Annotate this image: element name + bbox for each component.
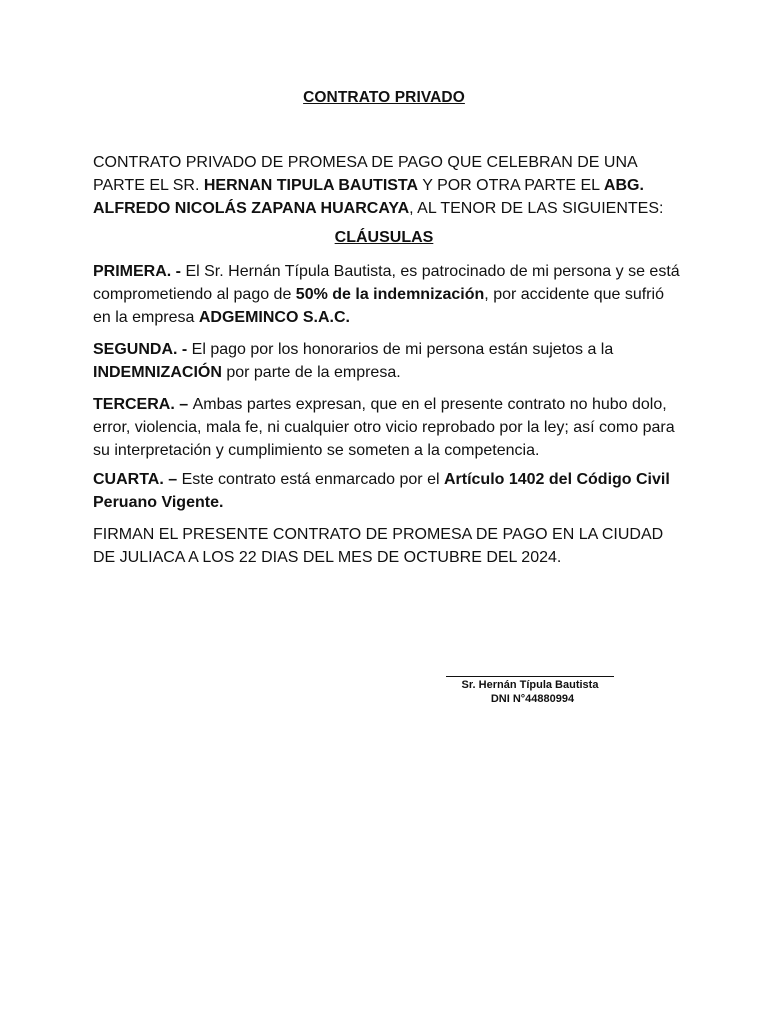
clause-bold-text: 50% de la indemnización — [295, 286, 485, 303]
intro-paragraph — [93, 151, 683, 220]
clause-label: CUARTA. – — [93, 471, 182, 488]
clausulas-heading: CLÁUSULAS — [334, 229, 434, 246]
intro-text-1: CONTRATO PRIVADO DE PROMESA DE PAGO QUE CELEBRAN DE UNA PARTE EL SR. — [93, 154, 637, 194]
party-1-name: HERNAN TIPULA BAUTISTA — [203, 177, 419, 194]
clause-text: El Sr. Hernán Típula Bautista, es patrocinado de mi persona y se está comprometiendo al pago de — [93, 263, 680, 303]
legal-reference: Artículo 1402 del Código Civil Peruano Vigente. — [93, 471, 670, 511]
clause-label: PRIMERA. - — [93, 263, 186, 280]
clause-text: El pago por los honorarios de mi persona están sujetos a la — [191, 341, 614, 358]
intro-text-3: , AL TENOR DE LAS SIGUIENTES: — [409, 200, 664, 217]
clause-label: SEGUNDA. - — [93, 341, 192, 358]
closing-paragraph: FIRMAN EL PRESENTE CONTRATO DE PROMESA DE PAGO EN LA CIUDAD DE JULIACA A LOS 22 DIAS DEL MES DE OCTUBRE DEL 2024. — [93, 526, 664, 566]
signatory-name: Sr. Hernán Típula Bautista — [461, 679, 599, 691]
intro-text-2: Y POR OTRA PARTE EL — [418, 177, 604, 194]
clause-tercera — [93, 393, 683, 462]
clause-cuarta — [93, 468, 683, 514]
clause-text: Este contrato está enmarcado por el — [181, 471, 444, 488]
clause-text: , por accidente que sufrió en la empresa — [93, 286, 664, 326]
document-title: CONTRATO PRIVADO — [303, 89, 465, 106]
clause-text: por parte de la empresa. — [221, 364, 401, 381]
signature-line — [446, 676, 614, 677]
clause-bold-text: INDEMNIZACIÓN — [93, 364, 222, 381]
clause-primera — [93, 260, 683, 329]
clause-segunda — [93, 338, 683, 384]
party-2-name: ABG. ALFREDO NICOLÁS ZAPANA HUARCAYA — [93, 177, 644, 217]
clause-text: Ambas partes expresan, que en el presente contrato no hubo dolo, error, violencia, mala fe, ni cualquier otro vicio reprobado por la ley; así como para su interpretación y cumplimiento se someten a la competencia. — [93, 396, 675, 459]
company-name: ADGEMINCO S.A.C. — [198, 309, 350, 326]
signatory-dni: DNI N°44880994 — [490, 693, 575, 705]
clause-label: TERCERA. – — [93, 396, 193, 413]
